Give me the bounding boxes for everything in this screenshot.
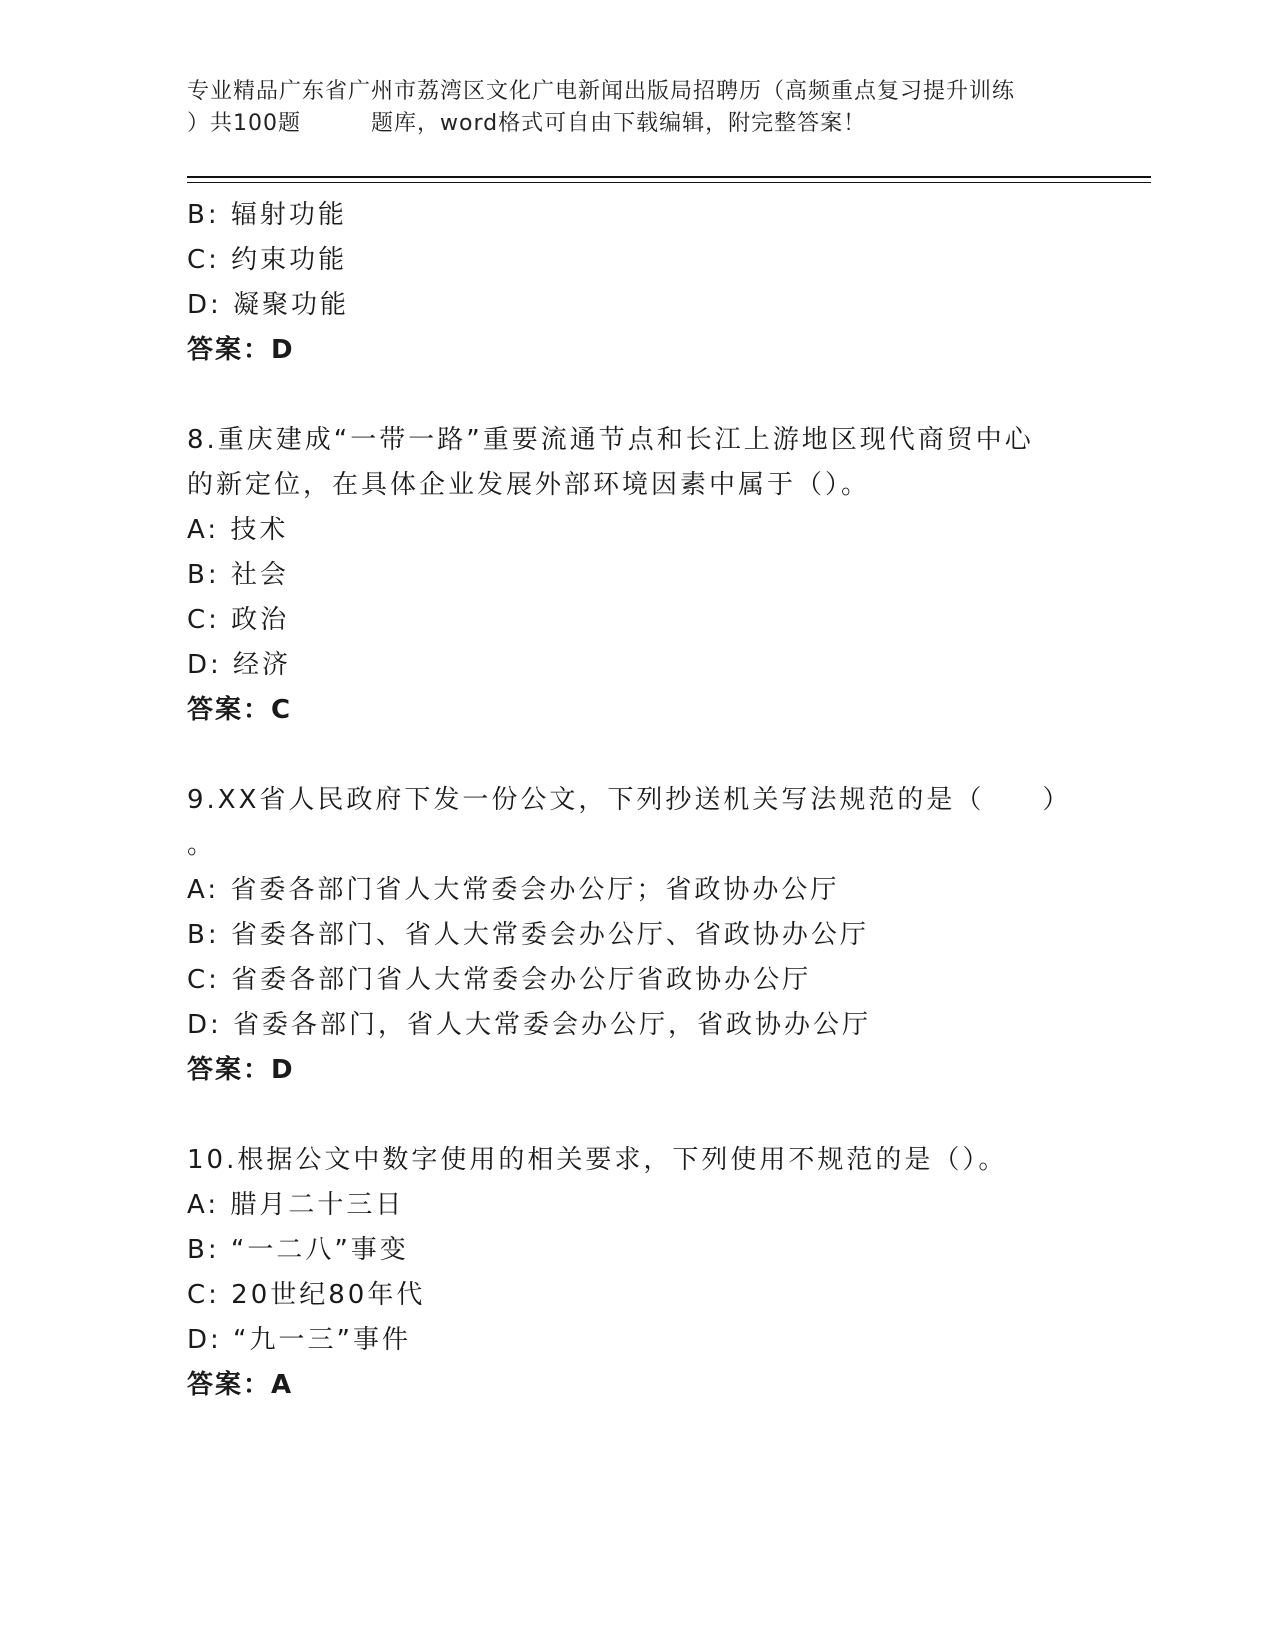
q7-option-b: B: 辐射功能 (187, 200, 347, 230)
q10-option-a: A: 腊月二十三日 (187, 1190, 405, 1220)
q9-option-c: C: 省委各部门省人大常委会办公厅省政协办公厅 (187, 965, 812, 995)
q10-answer: 答案：A (187, 1370, 294, 1400)
spacer (187, 373, 1087, 418)
q7-answer: 答案：D (187, 335, 295, 365)
q9-stem-line1: 9.XX省人民政府下发一份公文，下列抄送机关写法规范的是（ ） (187, 785, 1072, 815)
question-8-block (187, 418, 1087, 733)
spacer (187, 733, 1087, 778)
header-title-line2 (187, 108, 1087, 140)
question-10-block (187, 1138, 1087, 1408)
q8-option-c: C: 政治 (187, 605, 290, 635)
header-divider-thick (187, 176, 1151, 178)
q9-option-d: D: 省委各部门，省人大常委会办公厅，省政协办公厅 (187, 1010, 872, 1040)
header-description: 题库，word格式可自由下载编辑，附完整答案！ (371, 111, 867, 136)
q10-stem-line1: 10.根据公文中数字使用的相关要求，下列使用不规范的是（）。 (187, 1145, 1008, 1175)
q10-option-d: D: “九一三”事件 (187, 1325, 411, 1355)
q8-option-d: D: 经济 (187, 650, 292, 680)
header-divider-thin (187, 182, 1151, 183)
question-content (187, 193, 1087, 1408)
q10-option-c: C: 20世纪80年代 (187, 1280, 426, 1310)
q8-option-b: B: 社会 (187, 560, 289, 590)
q9-option-a: A: 省委各部门省人大常委会办公厅；省政协办公厅 (187, 875, 840, 905)
q10-option-b: B: “一二八”事变 (187, 1235, 409, 1265)
header-title-line1: 专业精品广东省广州市荔湾区文化广电新闻出版局招聘历（高频重点复习提升训练 (187, 79, 1016, 104)
header-question-count: ）共100题 (187, 111, 301, 136)
q7-option-c: C: 约束功能 (187, 245, 348, 275)
question-7-block (187, 193, 1087, 373)
q8-stem-line1: 8.重庆建成“一带一路”重要流通节点和长江上游地区现代商贸中心 (187, 425, 1034, 455)
question-9-block (187, 778, 1087, 1093)
page-header (187, 76, 1087, 140)
q7-option-d: D: 凝聚功能 (187, 290, 350, 320)
q9-answer: 答案：D (187, 1055, 295, 1085)
q8-stem-line2: 的新定位，在具体企业发展外部环境因素中属于（）。 (187, 470, 871, 500)
q8-answer: 答案：C (187, 695, 293, 725)
q8-option-a: A: 技术 (187, 515, 289, 545)
q9-stem-line2: 。 (187, 830, 214, 860)
spacer (187, 1093, 1087, 1138)
q9-option-b: B: 省委各部门、省人大常委会办公厅、省政协办公厅 (187, 920, 869, 950)
